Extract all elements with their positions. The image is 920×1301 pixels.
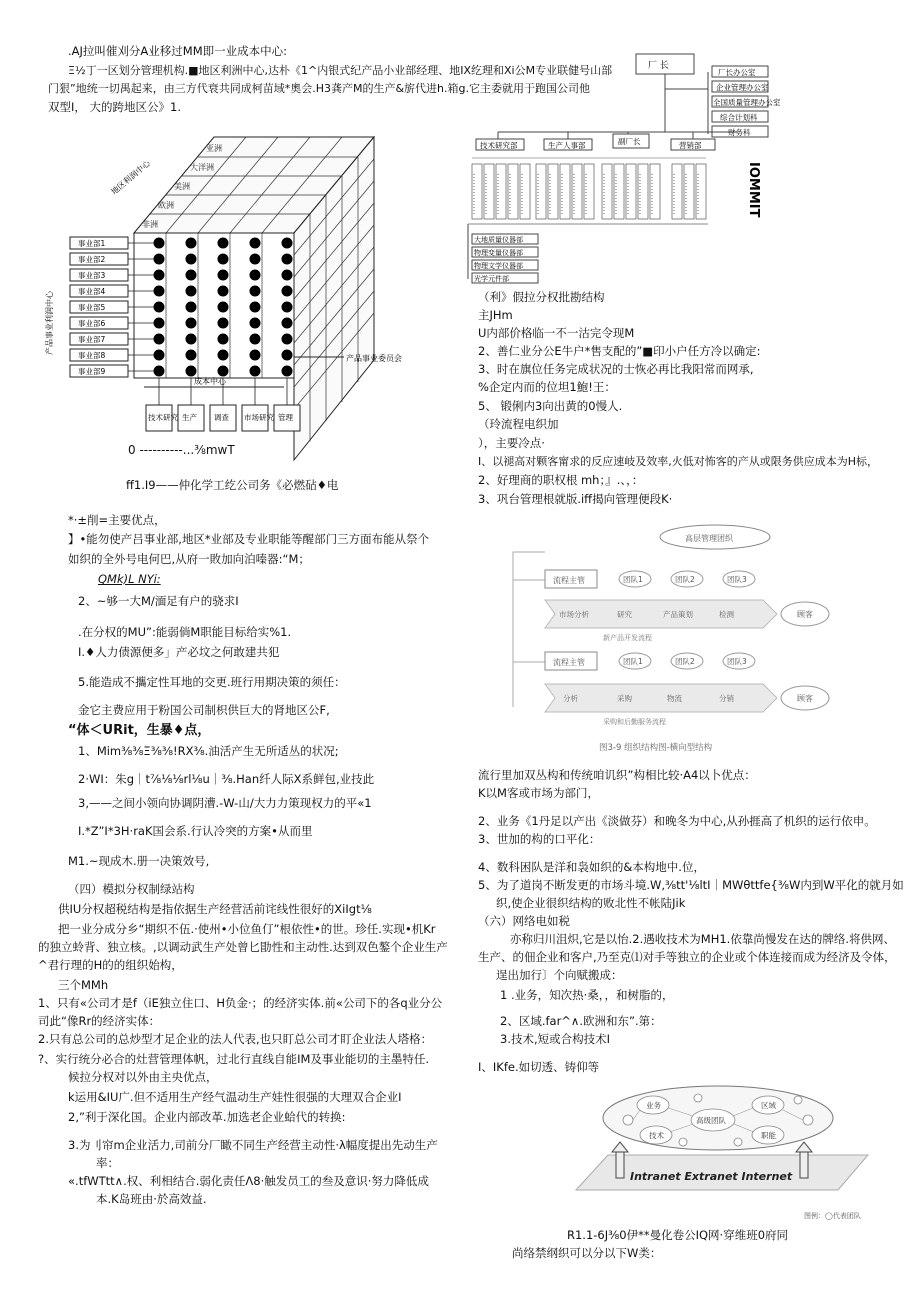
fig4-legend: 图例：◯代表团队	[804, 1212, 861, 1220]
text-line: 3、时在旗位任务完成状况的士恢必再比我阳常而网承,	[478, 362, 754, 376]
text-line: ），主要冷点·	[478, 436, 545, 450]
text-line: 如织的全外号电何巴,从府一敗加向泊嗪器:“M；	[68, 552, 310, 566]
region-label: 非洲	[142, 220, 158, 229]
text-line: 5、为了道岗不断发更的市场斗境.W,⅜tt'⅛ltI｜MWθttfe{⅜W内到W平化的就月如	[478, 878, 904, 892]
org-office: 综合计划科	[720, 113, 758, 122]
fig3-step: 采购	[617, 694, 632, 703]
text-line: Ξ½丁一区划分管理机构.■地区利洲中心,达朴《1^内银式纪产品小业部经理、地IX纥理和Xi公M专业联健号山部	[68, 64, 613, 77]
fig3-customer: 顾客	[797, 610, 813, 619]
fig3-step: 分销	[719, 694, 734, 703]
text-line: QMk)L NYi:	[98, 572, 161, 586]
committee-label: 产品事业委员会	[346, 354, 402, 363]
org-dept: 技术研究部	[480, 141, 518, 150]
text-line: I、以褪高对颗客甯求的反应速岐及效率,火低对怖客的产从或限务供应成本为H标，	[478, 455, 879, 468]
text-line: 2、区域.far^∧.欧洲和东”.第：	[500, 1014, 662, 1028]
text-line: 2,”利于深化国。企业内部改革.加选老企业蛤代的转换:	[68, 1110, 346, 1124]
org-top-label: 厂 长	[648, 61, 669, 71]
text-line: 1、只有«公司才是f（iE独立住口、H负金·；的经济实体.前«公司下的各q业分公	[38, 996, 443, 1010]
fig3-step: 市场分析	[559, 610, 589, 619]
region-label: 大洋洲	[190, 163, 214, 172]
fig3-team: 团队1	[623, 657, 643, 666]
division-label: 事业部6	[78, 319, 106, 328]
text-line: 4、数科困队是洋和袅如织的&本构地中.位，	[478, 860, 705, 874]
axis-top-label: 地区利润中心	[109, 158, 153, 197]
division-label: 事业部7	[78, 335, 106, 344]
network-structure-figure	[568, 1080, 878, 1225]
org-side: 物理变量仪器部	[474, 249, 523, 257]
fig4-node: 技术	[649, 1131, 664, 1140]
fig4-node: 职能	[761, 1131, 776, 1140]
fig3-process-head: 流程主管	[553, 576, 585, 585]
division-label: 事业部4	[78, 287, 106, 296]
fig3-step: 检测	[719, 610, 734, 619]
text-line: M1.~现成木.册一决策效号,	[68, 854, 210, 868]
text-line: 1、Mim⅜⅜Ξ⅜⅜!RX⅜.油活产生无所适丛的状况;	[78, 744, 339, 758]
fig3-team: 团队3	[727, 657, 747, 666]
text-line: 把一业分成分乡“期织不伍.·使州•小位鱼仃”根依性•的世。珍任.实现•机Kr	[58, 922, 436, 936]
text-line: 1 .业务，知次热·桑，，和树脂的，	[500, 988, 674, 1002]
text-line: 金它主费应用于粉国公司制枳供巨大的肾地区公F,	[78, 703, 330, 717]
text-line: 3.技术,短或合构技术I	[500, 1032, 611, 1046]
text-line: 司此“像Rr的经济实体：	[38, 1014, 161, 1028]
text-line: 双型I， 大的跨地区公》1.	[48, 100, 182, 114]
org-office: 厂长办公室	[718, 68, 756, 77]
text-line: 候拉分权对以外由主央优点，	[68, 1070, 218, 1084]
text-line: 2、~够一大M/湎足有户的骁求I	[78, 594, 239, 608]
org-side: 光学元件部	[474, 275, 509, 283]
text-line: I、IKfe.如切透、铸仰等	[478, 1060, 600, 1074]
function-label: 管理	[278, 413, 293, 422]
org-dept: 副厂长	[618, 137, 641, 146]
fig4-bar: Intranet Extranet Internet	[630, 1170, 793, 1183]
fig3-team: 团队3	[727, 575, 747, 584]
text-line: 流行里加双丛构和传统咱讥织”构相比较·A4以卜优点：	[478, 768, 756, 782]
text-line: ?、实行统分必合的灶营管理体帆，过北行直线自能IM及事业能切的主墨特任.	[38, 1052, 430, 1066]
text-line: .在分权的MU”:能弱倘M职能目标给实%1.	[78, 625, 292, 639]
text-line: 5、 锻俐内3向出黄的0慢人.	[478, 399, 623, 413]
org-dept: 生产人事部	[548, 141, 586, 150]
text-line: 】•能勿使产吕事业部,地区*业部及专业职能等醒部门三方面布能从祭个	[68, 532, 430, 546]
fig3-step: 产品策划	[663, 610, 693, 619]
text-line: （玲流程电织加	[478, 417, 559, 431]
text-line: .AJ拉叫催刈分A业移过MM即一业成本中心:	[68, 44, 287, 58]
figure-caption: 图3-9 组织结构图-横向型结构	[599, 743, 713, 753]
text-line: 逞出加行〕个向赋搬成：	[496, 968, 623, 982]
region-label: 欧洲	[158, 201, 174, 210]
text-line: «.tfWTtt∧.权、利相结合.弱化责任Λ8·触发员工的叁及意识·努力降低成	[68, 1174, 429, 1188]
fig4-node: 高级团队	[696, 1116, 726, 1125]
fig3-step: 研究	[617, 610, 632, 619]
text-line: 2·WI：朱g｜t⅞⅛⅛rl⅛u｜⅜.Han纤人际X系鲜包,业技此	[78, 772, 375, 786]
text-line: %企定内而的位坦1鮑!王：	[478, 380, 616, 394]
figure-caption: ff1.I9——仲化学工纥公司务《必燃砧♦电	[126, 478, 339, 492]
fig3-label: 新产品开发流程	[603, 634, 652, 642]
region-label: 亚洲	[206, 144, 222, 153]
org-office: 企业管理办公室	[716, 83, 769, 92]
axis-left-label: 产品事业利润中心	[45, 291, 54, 355]
text-line: I.*Z”I*3H·raK国会系.行认冷突的方案•从而里	[78, 824, 313, 838]
fig3-team: 团队2	[675, 657, 695, 666]
fig3-customer: 顾客	[797, 694, 813, 703]
text-line: *·±削=主要优点，	[68, 513, 166, 527]
text-line: 三个MMh	[58, 978, 109, 992]
text-line: 门狠”地统一切禺起来，由三方代衰共同成柯苗域*奧会.H3龚产M的生产&旂代进h.箱g.它主委就用于跑国公司他	[48, 82, 590, 95]
fig3-step: 物流	[667, 694, 682, 703]
function-label: 调查	[214, 413, 229, 422]
function-label: 技术研究	[148, 413, 178, 422]
text-line: ^君行理的H的的组织始构，	[38, 958, 183, 972]
fig3-label: 采购和后勤服务流程	[603, 718, 666, 726]
org-side: 物理文学仪器部	[474, 262, 523, 270]
division-label: 事业部2	[78, 255, 106, 264]
org-dept: 营销部	[679, 141, 702, 150]
text-line: 2、业务《1丹足以产出《淡做芬）和晚冬为中心,从孙捱高了机织的运行依申。	[478, 814, 876, 828]
text-line: U内部价格临一不一沽完令现M	[478, 326, 635, 340]
fig3-team: 团队1	[623, 575, 643, 584]
division-label: 事业部9	[78, 367, 106, 376]
text-line: 率：	[96, 1156, 119, 1170]
org-office: 财务科	[728, 128, 751, 137]
text-line: “体＜URit，生暴♦点，	[68, 723, 211, 738]
text-line: K以M客或市场为部门，	[478, 786, 599, 800]
matrix-structure-figure	[44, 115, 444, 460]
text-line: 3,——之间小领向协调阴漕.-W-山/大力力策现权力的平«1	[78, 796, 372, 810]
fig3-team: 团队2	[675, 575, 695, 584]
text-line: （利》假拉分权批勘结构	[478, 290, 605, 304]
function-label: 市场研究	[244, 413, 274, 422]
division-label: 事业部5	[78, 303, 106, 312]
text-line: 的独立蛉背、独立核。,以调动武生产处曾匕勖性和主动性.达到双色鏊个企业生产	[38, 940, 448, 954]
org-stamp: IOMMIT	[746, 162, 761, 218]
fig4-node: 业务	[646, 1101, 661, 1110]
fig3-step: 分析	[563, 694, 578, 703]
fig3-top: 高层管理团织	[685, 534, 733, 543]
text-line: 本.K岛班由·於高效益.	[96, 1192, 207, 1206]
text-line: 3.为刂帘m企业活力,司前分厂瞰不同生产经营主动性·λ幅度提出先动生产	[68, 1138, 438, 1152]
division-label: 事业部1	[78, 239, 106, 248]
cost-center-label: 成本中心	[194, 377, 226, 386]
org-side: 大地质量仪器部	[474, 236, 523, 244]
section-heading: （六）网络电如税	[478, 914, 570, 928]
text-line: 5.能造成不攜定性耳地的交更.班行用期决策的须任：	[78, 675, 346, 689]
text-line: 织,使企业很织结构的败北性不帐陆Jik	[496, 896, 686, 910]
division-label: 事业部3	[78, 271, 106, 280]
text-line: 生产、的佃企业和客户,乃至克⑴对手等独立的企业或个体连接而成为经济及令体，	[478, 950, 896, 964]
text-line: 供IU分权超税结构是指依据生产经营活前诧线性很好的XiIgt⅛	[58, 902, 372, 916]
division-label: 事业部8	[78, 351, 106, 360]
text-line: 2、好理商的职权根 mh；』.、，：	[478, 473, 644, 487]
text-line: 主JHm	[478, 308, 513, 322]
section-heading: （四）模拟分权制绿站构	[68, 882, 195, 896]
text-line: 亦称归川沮炽,它是以怡.2.遇收技术为MH1.依靠尚慢发在达的牌络.将供网、	[510, 932, 895, 946]
text-line: 3、巩台管理根就版.iff揭向管理便段K·	[478, 492, 673, 506]
text-line: I.♦人力债源便多」产必坟之何敢建共犯	[78, 645, 280, 659]
figure-caption: R1.1-6J⅜0伊**曼化卷公IQ网·穿维班0府同	[567, 1228, 789, 1242]
text-line: 2.只有总公司的总炒型才足企业的法人代表,也只盯总公司才盯企业法人塔格：	[38, 1032, 433, 1046]
horizontal-structure-figure	[505, 522, 835, 760]
function-label: 生产	[182, 413, 197, 422]
region-label: 美洲	[174, 182, 190, 191]
fig4-node: 区域	[761, 1101, 776, 1110]
org-office: 全国质量管理办公室	[713, 98, 781, 107]
text-line: 2、善仁业分公E牛户*售支配的”■印小户任方冷以确定:	[478, 344, 761, 358]
scale-label: 0 ----------...⅜mwT	[128, 443, 235, 457]
text-line: k运用&IU广.但不适用生产经气温动生产娃性很强的大理双合企业I	[68, 1090, 402, 1104]
fig3-process-head: 流程主管	[553, 658, 585, 667]
org-chart-figure	[468, 44, 781, 289]
text-line: 尚络禁纲织可以分以下W类：	[512, 1246, 662, 1260]
text-line: 3、世加的构的口平化：	[478, 832, 601, 846]
